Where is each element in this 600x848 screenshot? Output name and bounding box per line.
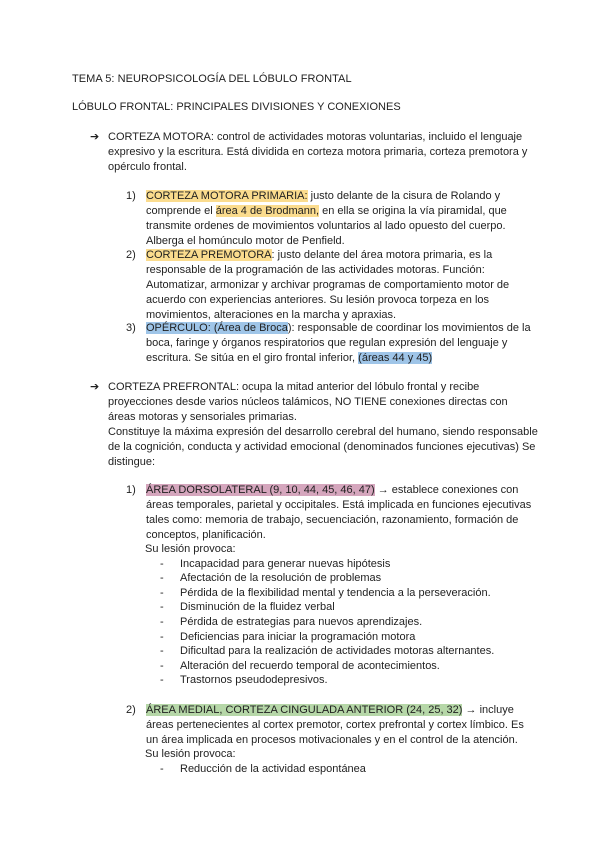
highlight-term: CORTEZA PREMOTORA: [146, 249, 272, 261]
item-text: [146, 703, 538, 748]
item-body: : justo delante del área motora primaria, es la responsable de la programación de las actividades motoras. Función: Automatizar, armonizar y archivar programas de comportamiento motor de acuerdo con experiencias anteriores. Su lesión provoca torpeza en los movimientos, alteraciones en la marcha y apraxias.: [146, 249, 510, 321]
item-number: 3): [126, 322, 136, 334]
item-body: en ella se origina la vía piramidal, que transmite ordenes de movimientos voluntarios al lado opuesto del cuerpo. Alberga el homúnculo motor de Penfield.: [146, 205, 507, 247]
arrow-bullet-icon: ➔: [90, 131, 100, 143]
dash-bullet-icon: -: [160, 763, 164, 775]
section-heading: LÓBULO FRONTAL: PRINCIPALES DIVISIONES Y CONEXIONES: [72, 101, 401, 113]
item-body: → incluye áreas pertenecientes al cortex premotor, cortex prefrontal y cortex límbico. Es un área implicada en procesos motivacionales y en el control de la atención.: [146, 704, 524, 746]
dash-bullet-icon: -: [160, 587, 164, 599]
lesion-text: Trastornos pseudodepresivos.: [180, 674, 328, 686]
dash-bullet-icon: -: [160, 601, 164, 613]
lesion-text: Dificultad para la realización de actividades motoras alternantes.: [180, 645, 495, 657]
highlight-term: OPÉRCULO: (Área de Broca: [146, 322, 288, 334]
dash-bullet-icon: -: [160, 572, 164, 584]
lesion-text: Disminución de la fluidez verbal: [180, 601, 335, 613]
item-text: [146, 248, 538, 323]
item-number: 2): [126, 249, 136, 261]
arrow-bullet-icon: ➔: [90, 381, 100, 393]
lesion-label: Su lesión provoca:: [145, 748, 236, 760]
lesion-text: Pérdida de estrategias para nuevos aprendizajes.: [180, 616, 423, 628]
document-title: TEMA 5: NEUROPSICOLOGÍA DEL LÓBULO FRONTAL: [72, 73, 352, 85]
highlight-term: ÁREA MEDIAL, CORTEZA CINGULADA ANTERIOR (24, 25, 32): [146, 704, 463, 716]
item-text: [146, 483, 538, 543]
prefrontal-paragraph-2: Constituye la máxima expresión del desarrollo cerebral del humano, siendo responsable de la cognición, conducta y actividad emocional (denominados funciones ejecutivas) Se distingue:: [108, 426, 538, 468]
lesion-text: Alteración del recuerdo temporal de acontecimientos.: [180, 660, 440, 672]
corteza-motora-text: CORTEZA MOTORA: control de actividades motoras voluntarias, incluido el lenguaje expresivo y la escritura. Está dividida en corteza motora primaria, corteza premotora y opérculo frontal.: [108, 131, 528, 173]
prefrontal-paragraph-1: CORTEZA PREFRONTAL: ocupa la mitad anterior del lóbulo frontal y recibe proyecciones desde varios núcleos talámicos, NO TIENE conexiones directas con áreas motoras y sensoriales primarias.: [108, 381, 508, 423]
item-number: 1): [126, 484, 136, 496]
dash-bullet-icon: -: [160, 674, 164, 686]
highlight-term: área 4 de Brodmann,: [215, 205, 320, 217]
highlight-term: (áreas 44 y 45): [358, 352, 433, 364]
dash-bullet-icon: -: [160, 558, 164, 570]
lesion-text: Reducción de la actividad espontánea: [180, 763, 366, 775]
dash-bullet-icon: -: [160, 645, 164, 657]
highlight-term: ÁREA DORSOLATERAL (9, 10, 44, 45, 46, 47): [146, 484, 375, 496]
item-text: [146, 321, 538, 366]
item-text: [146, 189, 538, 249]
lesion-text: Afectación de la resolución de problemas: [180, 572, 382, 584]
corteza-prefrontal-text: [108, 380, 538, 470]
dash-bullet-icon: -: [160, 616, 164, 628]
item-body: ): responsable de coordinar los movimientos de la boca, faringe y órganos respiratorios que regulan expresión del lenguaje y escritura. Se sitúa en el giro frontal inferior,: [146, 322, 531, 364]
lesion-text: Incapacidad para generar nuevas hipótesis: [180, 558, 391, 570]
highlight-term: CORTEZA MOTORA PRIMARIA:: [146, 190, 308, 202]
dash-bullet-icon: -: [160, 631, 164, 643]
item-body: justo delante de la cisura de Rolando y comprende el: [146, 190, 501, 217]
lesion-text: Deficiencias para iniciar la programación motora: [180, 631, 416, 643]
item-number: 2): [126, 704, 136, 716]
dash-bullet-icon: -: [160, 660, 164, 672]
item-body: → establece conexiones con áreas temporales, parietal y occipitales. Está implicada en funciones ejecutivas tales como: memoria de trabajo, secuenciación, razonamiento, formación de conceptos, planificación.: [146, 484, 532, 541]
item-number: 1): [126, 190, 136, 202]
lesion-text: Pérdida de la flexibilidad mental y tendencia a la perseveración.: [180, 587, 491, 599]
lesion-label: Su lesión provoca:: [145, 543, 236, 555]
